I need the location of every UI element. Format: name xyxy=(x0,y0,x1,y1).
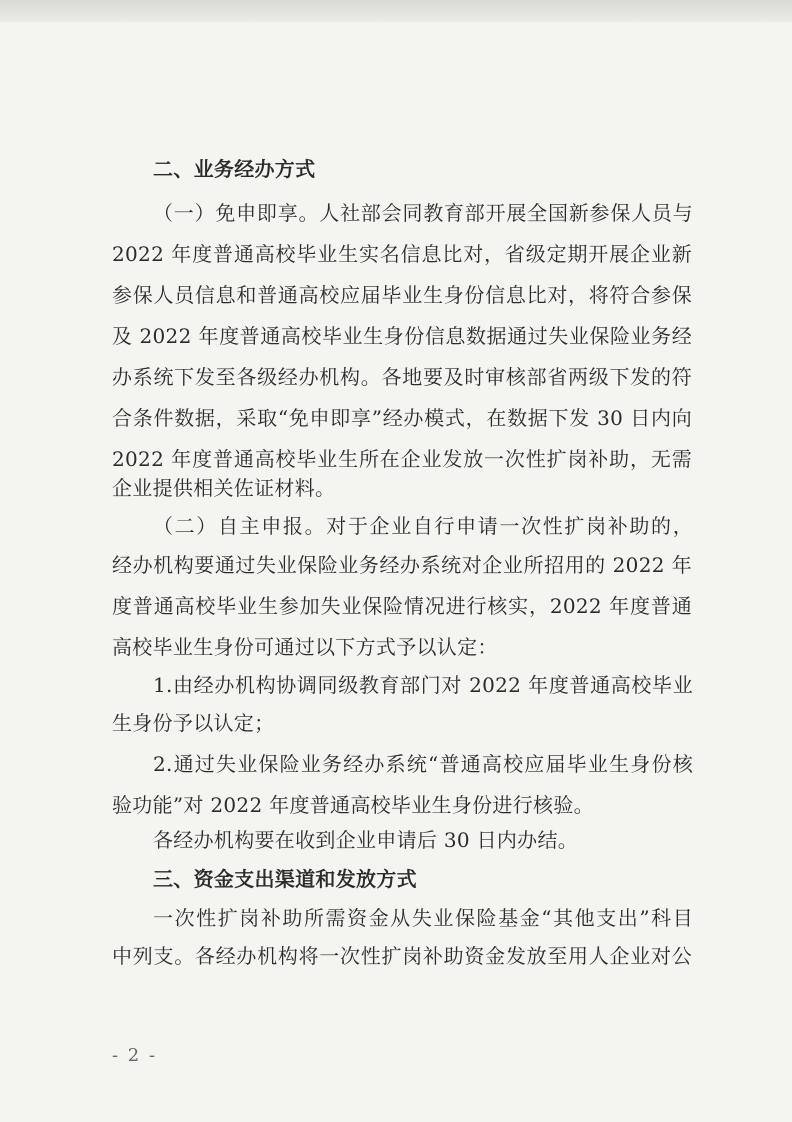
paragraph-line: 办系统下发至各级经办机构。各地要及时审核部省两级下发的符 xyxy=(112,365,692,389)
paragraph-line: 一次性扩岗补助所需资金从失业保险基金“其他支出”科目 xyxy=(153,906,693,930)
list-item-1: 1.由经办机构协调同级教育部门对 2022 年度普通高校毕业 xyxy=(153,673,693,697)
paragraph-line: （一）免申即享。人社部会同教育部开展全国新参保人员与 xyxy=(153,201,693,225)
paragraph-line: （二）自主申报。对于企业自行申请一次性扩岗补助的， xyxy=(153,514,693,538)
paragraph-line: 2022 年度普通高校毕业生实名信息比对，省级定期开展企业新 xyxy=(112,242,692,266)
section-heading-2: 二、业务经办方式 xyxy=(153,157,316,181)
paragraph-line: 高校毕业生身份可通过以下方式予以认定： xyxy=(112,635,498,659)
paragraph-line: 及 2022 年度普通高校毕业生身份信息数据通过失业保险业务经 xyxy=(112,324,692,348)
list-item-1-cont: 生身份予以认定； xyxy=(112,711,275,735)
paragraph-line: 参保人员信息和普通高校应届毕业生身份信息比对，将符合参保 xyxy=(112,283,692,307)
section-heading-3: 三、资金支出渠道和发放方式 xyxy=(153,867,417,891)
paragraph-line: 度普通高校毕业生参加失业保险情况进行核实，2022 年度普通 xyxy=(112,594,692,618)
list-item-2-cont: 验功能”对 2022 年度普通高校毕业生身份进行核验。 xyxy=(112,793,594,817)
page-number: - 2 - xyxy=(112,1045,158,1066)
paragraph-line: 企业提供相关佐证材料。 xyxy=(112,476,336,500)
paragraph-line: 2022 年度普通高校毕业生所在企业发放一次性扩岗补助，无需 xyxy=(112,447,692,471)
paragraph-line: 经办机构要通过失业保险业务经办系统对企业所招用的 2022 年 xyxy=(112,553,692,577)
paragraph-line: 各经办机构要在收到企业申请后 30 日内办结。 xyxy=(153,828,579,852)
paragraph-line: 合条件数据，采取“免申即享”经办模式，在数据下发 30 日内向 xyxy=(112,406,692,430)
paragraph-line: 中列支。各经办机构将一次性扩岗补助资金发放至用人企业对公 xyxy=(112,944,692,968)
list-item-2: 2.通过失业保险业务经办系统“普通高校应届毕业生身份核 xyxy=(153,752,693,776)
